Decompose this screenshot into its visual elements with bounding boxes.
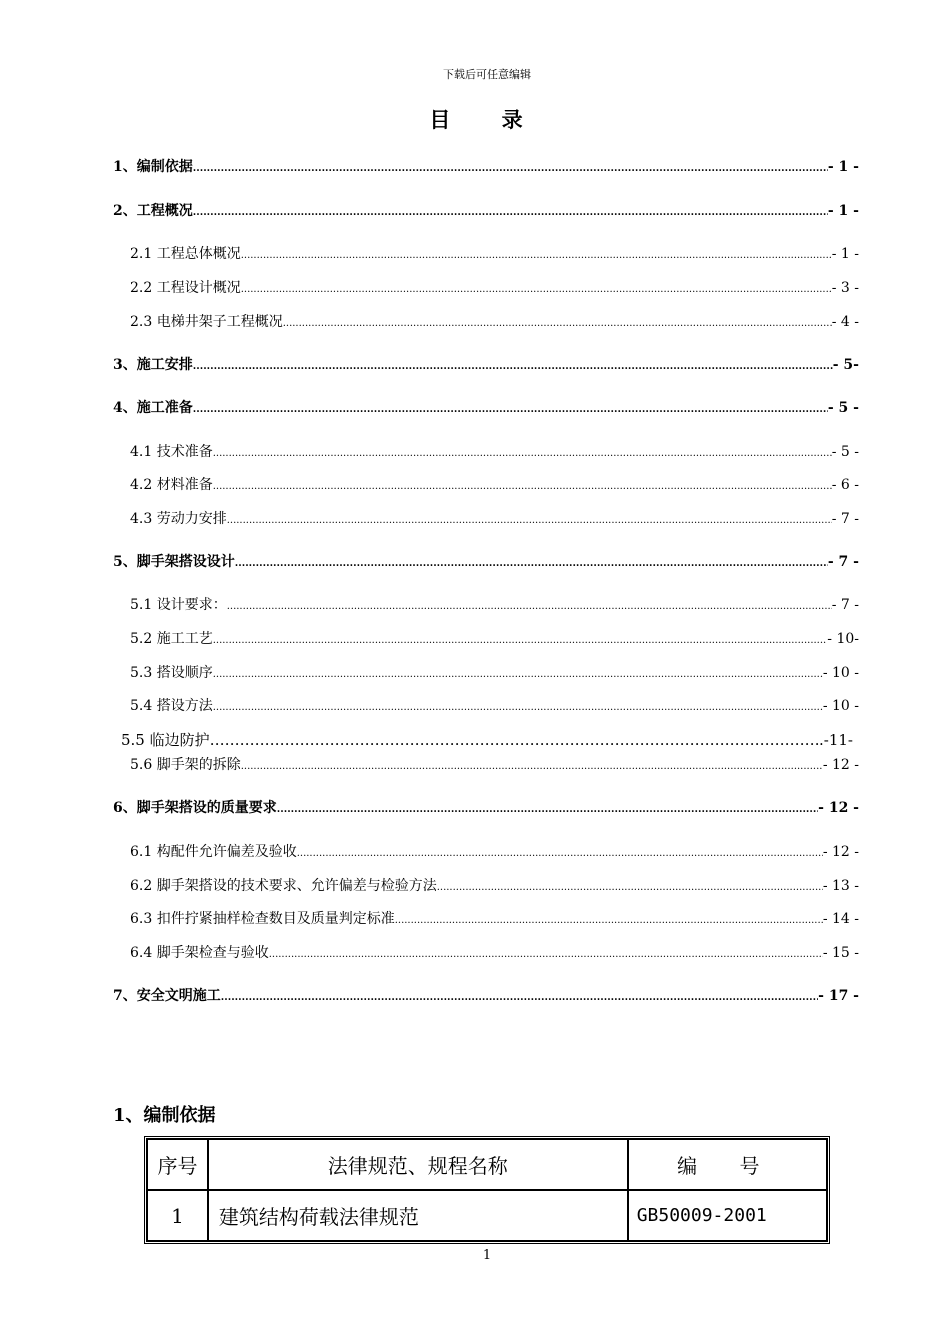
- toc-entry-2-2[interactable]: [130, 277, 859, 297]
- toc-entry-label: 5.2 施工工艺: [130, 631, 213, 647]
- toc-entry-1[interactable]: [113, 156, 859, 176]
- toc-entry-page: - 13 -: [822, 878, 859, 894]
- toc-entry-4-2[interactable]: [130, 474, 859, 494]
- toc-entry-page: - 7 -: [831, 511, 859, 527]
- section-heading: 1、编制依据: [113, 1105, 216, 1126]
- toc-entry-label: 6.4 脚手架检查与验收: [130, 945, 269, 961]
- toc-entry-5-2[interactable]: [130, 628, 859, 648]
- column-header-name: 法律规范、规程名称: [208, 1139, 628, 1190]
- toc-entry-label: 4.2 材料准备: [130, 477, 213, 493]
- toc-leader-dots: [210, 731, 819, 749]
- toc-entry-4-3[interactable]: [130, 508, 859, 528]
- standards-table: [144, 1136, 830, 1244]
- toc-entry-page: - 10-: [827, 631, 859, 647]
- toc-entry-label: 2.1 工程总体概况: [130, 246, 241, 262]
- toc-leader-dots: [241, 284, 832, 295]
- toc-leader-dots: [395, 915, 823, 926]
- toc-entry-page: - 1 -: [827, 203, 859, 219]
- toc-entry-5[interactable]: [113, 551, 859, 571]
- toc-entry-5-5[interactable]: [121, 729, 853, 749]
- toc-entry-label: 5.3 搭设顺序: [130, 665, 213, 681]
- toc-entry-label: 7、安全文明施工: [113, 988, 221, 1004]
- toc-entry-label: 6.1 构配件允许偏差及验收: [130, 844, 297, 860]
- toc-entry-label: 2、工程概况: [113, 203, 193, 219]
- toc-entry-page: - 12 -: [818, 800, 859, 816]
- toc-leader-dots: [193, 404, 828, 415]
- toc-entry-label: 5.5 临边防护: [121, 731, 210, 749]
- toc-leader-dots: [437, 882, 823, 893]
- toc-entry-page: - 6 -: [831, 477, 859, 493]
- toc-entry-label: 4、施工准备: [113, 400, 193, 416]
- toc-entry-4-1[interactable]: [130, 441, 859, 461]
- toc-entry-label: 5.1 设计要求：: [130, 597, 227, 613]
- toc-entry-label: 2.3 电梯井架子工程概况: [130, 314, 283, 330]
- toc-entry-label: 2.2 工程设计概况: [130, 280, 241, 296]
- toc-entry-page: .-11-: [819, 731, 853, 749]
- toc-entry-page: - 10 -: [822, 698, 859, 714]
- table-cell-no: 1: [147, 1190, 208, 1241]
- toc-entry-label: 6.2 脚手架搭设的技术要求、允许偏差与检验方法: [130, 878, 437, 894]
- toc-leader-dots: [213, 481, 832, 492]
- toc-entry-6-1[interactable]: [130, 841, 859, 861]
- toc-entry-label: 6、脚手架搭设的质量要求: [113, 800, 277, 816]
- toc-entry-2[interactable]: [113, 200, 859, 220]
- column-header-code: 编 号: [628, 1139, 827, 1190]
- toc-leader-dots: [227, 601, 832, 612]
- toc-entry-4[interactable]: [113, 397, 859, 417]
- toc-leader-dots: [227, 515, 832, 526]
- toc-leader-dots: [269, 949, 823, 960]
- toc-entry-page: - 5 -: [827, 400, 859, 416]
- toc-leader-dots: [297, 848, 823, 859]
- table-cell-name: 建筑结构荷载法律规范: [208, 1190, 628, 1241]
- toc-leader-dots: [235, 558, 828, 569]
- toc-entry-page: - 12 -: [822, 757, 859, 773]
- column-header-no: 序号: [147, 1139, 208, 1190]
- toc-entry-label: 5.6 脚手架的拆除: [130, 757, 241, 773]
- toc-entry-page: - 12 -: [822, 844, 859, 860]
- toc-entry-6[interactable]: [113, 797, 859, 817]
- page-number: 1: [482, 1248, 492, 1263]
- toc-leader-dots: [283, 318, 832, 329]
- toc-entry-page: - 1 -: [831, 246, 859, 262]
- toc-leader-dots: [241, 250, 832, 261]
- toc-entry-page: - 10 -: [822, 665, 859, 681]
- toc-entry-page: - 3 -: [831, 280, 859, 296]
- toc-entry-5-1[interactable]: [130, 594, 859, 614]
- toc-entry-2-3[interactable]: [130, 311, 859, 331]
- header-note: 下载后可任意编辑: [443, 68, 531, 81]
- toc-entry-label: 5.4 搭设方法: [130, 698, 213, 714]
- toc-entry-5-6[interactable]: [130, 754, 859, 774]
- toc-entry-label: 5、脚手架搭设设计: [113, 554, 235, 570]
- toc-entry-page: - 1 -: [827, 159, 859, 175]
- toc-leader-dots: [241, 761, 823, 772]
- toc-entry-label: 3、施工安排: [113, 357, 193, 373]
- toc-leader-dots: [213, 669, 823, 680]
- toc-leader-dots: [277, 804, 818, 815]
- toc-title: 目 录: [429, 107, 545, 132]
- toc-entry-page: - 14 -: [822, 911, 859, 927]
- toc-entry-6-2[interactable]: [130, 875, 859, 895]
- toc-leader-dots: [213, 448, 832, 459]
- toc-entry-2-1[interactable]: [130, 243, 859, 263]
- toc-leader-dots: [213, 635, 828, 646]
- toc-entry-label: 1、编制依据: [113, 159, 193, 175]
- toc-entry-5-4[interactable]: [130, 695, 859, 715]
- toc-entry-6-3[interactable]: [130, 908, 859, 928]
- toc-entry-7[interactable]: [113, 985, 859, 1005]
- toc-leader-dots: [193, 163, 828, 174]
- toc-entry-page: - 4 -: [831, 314, 859, 330]
- toc-entry-label: 4.1 技术准备: [130, 444, 213, 460]
- toc-leader-dots: [193, 361, 833, 372]
- toc-entry-label: 6.3 扣件拧紧抽样检查数目及质量判定标准: [130, 911, 395, 927]
- toc-leader-dots: [221, 992, 818, 1003]
- toc-entry-5-3[interactable]: [130, 662, 859, 682]
- toc-leader-dots: [193, 207, 828, 218]
- toc-leader-dots: [213, 702, 823, 713]
- table-cell-code: GB50009-2001: [628, 1190, 827, 1241]
- toc-entry-3[interactable]: [113, 354, 859, 374]
- toc-entry-page: - 17 -: [818, 988, 859, 1004]
- toc-entry-label: 4.3 劳动力安排: [130, 511, 227, 527]
- toc-entry-page: - 7 -: [831, 597, 859, 613]
- toc-entry-page: - 5 -: [831, 444, 859, 460]
- table-row: [147, 1190, 827, 1241]
- table-header-row: [147, 1139, 827, 1190]
- toc-entry-6-4[interactable]: [130, 942, 859, 962]
- toc-entry-page: - 7 -: [827, 554, 859, 570]
- toc-entry-page: - 15 -: [822, 945, 859, 961]
- toc-entry-page: - 5-: [832, 357, 859, 373]
